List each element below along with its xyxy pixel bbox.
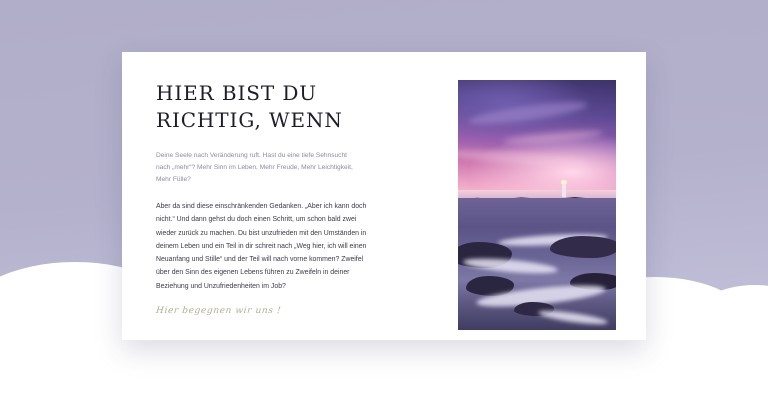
signature-text: Hier begegnen wir uns ! [155,306,282,316]
slide-content [122,52,646,340]
page-title [156,80,404,134]
body-paragraph: Aber da sind diese einschränkenden Gedanken. „Aber ich kann doch nicht.“ Und dann gehst du doch einen Schritt, um schon bald zwei wieder zurück zu machen. Du bist unzufrieden mit den Umständen in deinem Leben und ein Teil in dir schreit nach „Weg hier, ich will einen Neuanfang und Stille“ und der Teil will nach vorne kommen? Zweifel über den Sinn des eigenen Lebens führen zu Zweifeln in deiner Beziehung und Unzufriedenheiten im Job? [156,203,367,290]
text-column [156,78,418,320]
lede-paragraph: Deine Seele nach Veränderung ruft. Hast du eine tiefe Sehnsucht nach „mehr“? Mehr Sinn im Leben, Mehr Freude, Mehr Leichtigkeit, Mehr Fülle? [156,151,353,183]
headline-line-2: RICHTIG, WENN [156,107,343,132]
cloud-shape [330,338,420,390]
slide-card [122,52,646,340]
coastal-sunset-lighthouse-photo [458,80,616,330]
headline-line-1: HIER BIST DU [156,81,318,105]
lighthouse-icon [562,183,566,197]
photo-rock [550,236,616,258]
image-column [418,78,616,320]
